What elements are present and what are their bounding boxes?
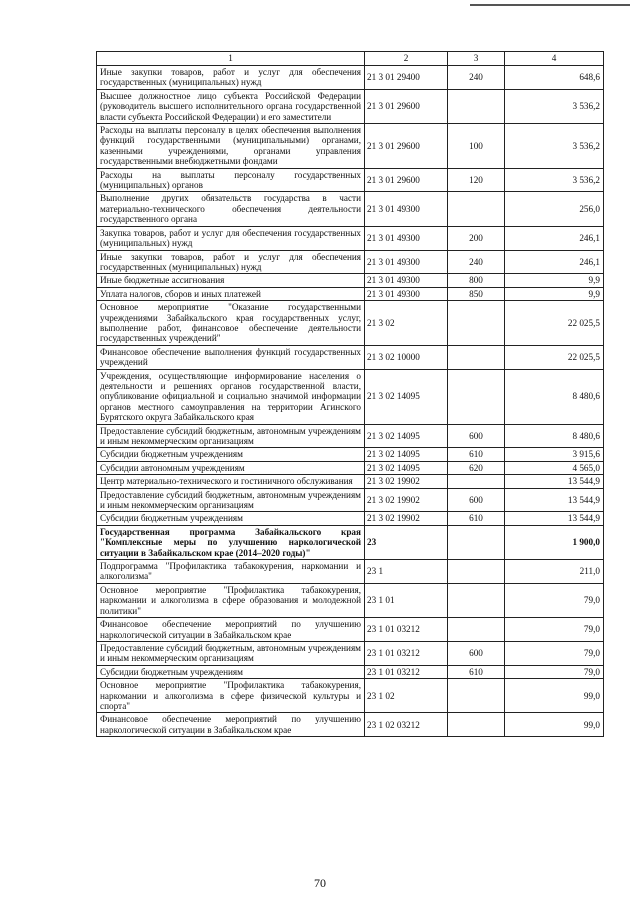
row-description: Иные бюджетные ассигнования [97,274,365,287]
table-row [97,424,604,448]
row-description: Основное мероприятие "Профилактика табакокурения, наркомании и алкоголизма в сфере физической культуры и спорта" [97,679,365,713]
row-expense-type: 620 [448,461,505,474]
table-row [97,512,604,525]
row-amount: 9,9 [505,287,604,300]
row-code: 21 3 01 49300 [365,192,448,226]
row-description: Расходы на выплаты персоналу государственных (муниципальных) органов [97,168,365,192]
row-description: Центр материально-технического и гостиничного обслуживания [97,475,365,488]
row-expense-type: 610 [448,512,505,525]
row-amount: 4 565,0 [505,461,604,474]
row-description: Предоставление субсидий бюджетным, автономным учреждениям и иным некоммерческим организациям [97,641,365,665]
row-amount: 648,6 [505,66,604,90]
row-amount: 22 025,5 [505,345,604,369]
budget-table [96,51,604,737]
row-description: Расходы на выплаты персоналу в целях обеспечения выполнения функций государственными (муниципальными) органами, казенными учреждениями, органами управления государственными внебюджетными фондами [97,124,365,169]
table-row [97,641,604,665]
row-description: Иные закупки товаров, работ и услуг для обеспечения государственных (муниципальных) нужд [97,66,365,90]
row-expense-type: 240 [448,250,505,274]
row-description: Уплата налогов, сборов и иных платежей [97,287,365,300]
row-expense-type [448,475,505,488]
row-code: 21 3 01 49300 [365,226,448,250]
row-amount: 13 544,9 [505,475,604,488]
row-description: Государственная программа Забайкальского края "Комплексные меры по улучшению наркологической ситуации в Забайкальском крае (2014–2020 годы)" [97,525,365,559]
row-expense-type: 240 [448,66,505,90]
table-row [97,679,604,713]
table-row [97,560,604,584]
row-expense-type [448,583,505,617]
row-description: Субсидии бюджетным учреждениям [97,512,365,525]
row-expense-type: 200 [448,226,505,250]
row-code: 21 3 02 14095 [365,424,448,448]
row-description: Финансовое обеспечение мероприятий по улучшению наркологической ситуации в Забайкальском крае [97,618,365,642]
header-col-3: 3 [448,52,505,66]
row-amount: 246,1 [505,226,604,250]
row-code: 21 3 02 19902 [365,475,448,488]
budget-table-container [96,51,603,737]
row-description: Выполнение других обязательств государства в части материально-технического обеспечения деятельности государственного органа [97,192,365,226]
row-code: 23 1 01 [365,583,448,617]
row-code: 21 3 02 14095 [365,448,448,461]
table-row [97,89,604,123]
row-code: 21 3 01 49300 [365,287,448,300]
table-row [97,488,604,512]
row-description: Финансовое обеспечение выполнения функций государственных учреждений [97,345,365,369]
header-col-1: 1 [97,52,365,66]
table-body [97,66,604,737]
table-row [97,713,604,737]
table-row [97,168,604,192]
row-code: 23 1 01 03212 [365,618,448,642]
row-code: 23 1 01 03212 [365,641,448,665]
table-row [97,665,604,678]
row-expense-type [448,301,505,346]
row-expense-type [448,618,505,642]
row-expense-type [448,713,505,737]
row-amount: 211,0 [505,560,604,584]
table-row [97,461,604,474]
table-row [97,618,604,642]
table-row [97,287,604,300]
page-number: 70 [314,876,326,890]
row-code: 21 3 01 29600 [365,168,448,192]
table-row [97,475,604,488]
row-amount: 99,0 [505,679,604,713]
row-code: 21 3 01 49300 [365,250,448,274]
row-expense-type [448,89,505,123]
table-row [97,66,604,90]
row-amount: 9,9 [505,274,604,287]
table-row [97,583,604,617]
row-amount: 13 544,9 [505,512,604,525]
table-row [97,369,604,424]
row-expense-type: 610 [448,665,505,678]
row-expense-type [448,679,505,713]
row-amount: 79,0 [505,618,604,642]
row-description: Финансовое обеспечение мероприятий по улучшению наркологической ситуации в Забайкальском крае [97,713,365,737]
row-description: Учреждения, осуществляющие информирование населения о деятельности и решениях органов государственной власти, опубликование официальной и социально значимой информации органов местного самоуправления на территории Агинского Бурятского округа Забайкальского края [97,369,365,424]
row-code: 23 1 01 03212 [365,665,448,678]
row-expense-type: 850 [448,287,505,300]
row-amount: 99,0 [505,713,604,737]
row-amount: 79,0 [505,583,604,617]
row-amount: 3 915,6 [505,448,604,461]
row-code: 21 3 01 29400 [365,66,448,90]
row-description: Основное мероприятие "Профилактика табакокурения, наркомании и алкоголизма в сфере образования и молодежной политики" [97,583,365,617]
table-row [97,525,604,559]
row-description: Предоставление субсидий бюджетным, автономным учреждениям и иным некоммерческим организациям [97,488,365,512]
row-code: 21 3 01 49300 [365,274,448,287]
row-code: 21 3 02 14095 [365,369,448,424]
row-amount: 8 480,6 [505,424,604,448]
row-expense-type [448,560,505,584]
row-amount: 22 025,5 [505,301,604,346]
row-description: Субсидии бюджетным учреждениям [97,448,365,461]
row-amount: 3 536,2 [505,124,604,169]
row-amount: 8 480,6 [505,369,604,424]
row-description: Субсидии бюджетным учреждениям [97,665,365,678]
table-row [97,345,604,369]
row-code: 21 3 02 10000 [365,345,448,369]
row-description: Иные закупки товаров, работ и услуг для обеспечения государственных (муниципальных) нужд [97,250,365,274]
row-amount: 79,0 [505,641,604,665]
row-code: 23 1 [365,560,448,584]
row-code: 21 3 02 19902 [365,512,448,525]
row-code: 23 1 02 03212 [365,713,448,737]
row-amount: 79,0 [505,665,604,678]
row-description: Высшее должностное лицо субъекта Российской Федерации (руководитель высшего исполнительного органа государственной власти субъекта Российской Федерации) и его заместители [97,89,365,123]
row-expense-type [448,525,505,559]
row-code: 21 3 01 29600 [365,124,448,169]
row-code: 23 [365,525,448,559]
table-row [97,226,604,250]
row-expense-type [448,192,505,226]
row-expense-type: 100 [448,124,505,169]
row-code: 21 3 02 14095 [365,461,448,474]
row-description: Закупка товаров, работ и услуг для обеспечения государственных (муниципальных) нужд [97,226,365,250]
row-expense-type [448,369,505,424]
row-code: 21 3 02 [365,301,448,346]
row-expense-type: 800 [448,274,505,287]
table-row [97,250,604,274]
header-row [97,52,604,66]
table-row [97,301,604,346]
row-amount: 256,0 [505,192,604,226]
row-amount: 13 544,9 [505,488,604,512]
header-col-2: 2 [365,52,448,66]
table-row [97,448,604,461]
row-amount: 246,1 [505,250,604,274]
row-description: Основное мероприятие "Оказание государственными учреждениями Забайкальского края государственных услуг, выполнение работ, финансовое обеспечение деятельности государственных учреждений" [97,301,365,346]
row-code: 21 3 01 29600 [365,89,448,123]
row-code: 21 3 02 19902 [365,488,448,512]
row-amount: 1 900,0 [505,525,604,559]
row-amount: 3 536,2 [505,168,604,192]
table-row [97,124,604,169]
row-description: Подпрограмма "Профилактика табакокурения, наркомании и алкоголизма" [97,560,365,584]
row-expense-type: 600 [448,424,505,448]
row-expense-type: 120 [448,168,505,192]
row-expense-type [448,345,505,369]
row-description: Субсидии автономным учреждениям [97,461,365,474]
top-border-line [470,4,630,6]
header-col-4: 4 [505,52,604,66]
row-code: 23 1 02 [365,679,448,713]
row-expense-type: 600 [448,641,505,665]
table-row [97,192,604,226]
row-expense-type: 600 [448,488,505,512]
table-row [97,274,604,287]
row-description: Предоставление субсидий бюджетным, автономным учреждениям и иным некоммерческим организациям [97,424,365,448]
row-expense-type: 610 [448,448,505,461]
row-amount: 3 536,2 [505,89,604,123]
